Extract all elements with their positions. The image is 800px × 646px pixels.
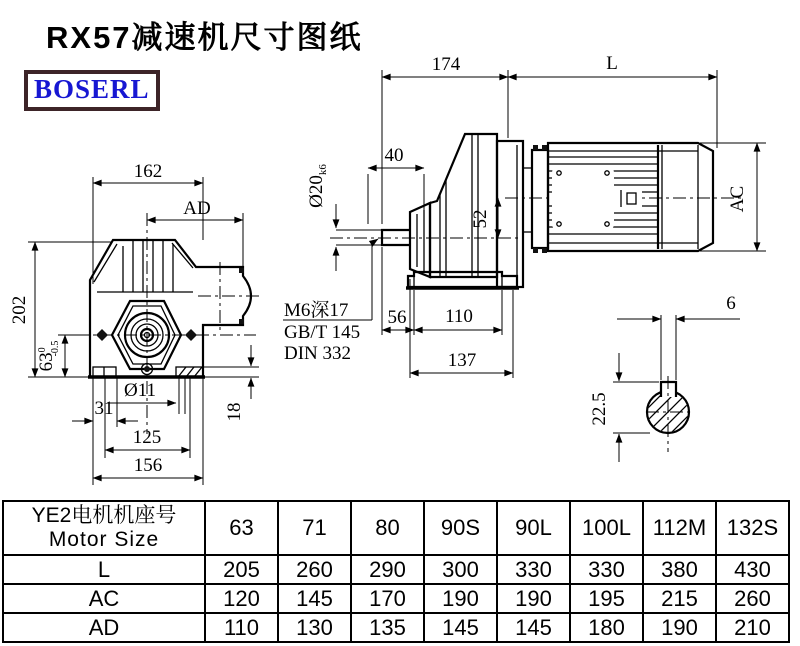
row-label-L: L (3, 555, 205, 584)
table-column-header-132S: 132S (716, 501, 789, 555)
side-bolt-left (96, 329, 108, 341)
table-cell: 195 (570, 584, 643, 613)
table-column-header-71: 71 (278, 501, 351, 555)
table-cell: 120 (205, 584, 278, 613)
dim-AD: AD (183, 198, 211, 219)
table-cell: 260 (716, 584, 789, 613)
dim-125: 125 (132, 427, 162, 448)
table-column-header-90S: 90S (424, 501, 497, 555)
dim-202: 202 (9, 295, 30, 325)
table-cell: 380 (643, 555, 716, 584)
row-label-AD: AD (3, 613, 205, 642)
table-column-header-80: 80 (351, 501, 424, 555)
motor-size-table-body (3, 501, 789, 642)
dim-dia11: Ø11 (123, 380, 157, 401)
table-column-header-100L: 100L (570, 501, 643, 555)
table-row-L (3, 555, 789, 584)
dim-22-5: 22.5 (589, 392, 610, 426)
dim-18: 18 (224, 402, 245, 422)
dim-L: L (606, 53, 618, 74)
table-cell: 260 (278, 555, 351, 584)
table-cell: 330 (497, 555, 570, 584)
dim-110: 110 (445, 306, 473, 327)
dim-137: 137 (447, 350, 477, 371)
note-din: DIN 332 (284, 343, 352, 364)
note-gbt: GB/T 145 (284, 322, 361, 343)
header-text-en: Motor Size (48, 528, 160, 551)
dim-shaft-dia: $Ø20_{k6}$ (306, 164, 329, 208)
table-cell: 170 (351, 584, 424, 613)
dim-6: 6 (726, 293, 736, 314)
dim-31: 31 (94, 398, 114, 419)
table-cell: 190 (424, 584, 497, 613)
row-label-AC: AC (3, 584, 205, 613)
dim-52: 52 (470, 209, 491, 229)
table-cell: 130 (278, 613, 351, 642)
dim-162: 162 (133, 161, 163, 182)
table-header-motor-size (3, 501, 205, 555)
dim-174: 174 (431, 54, 461, 75)
table-cell: 430 (716, 555, 789, 584)
motor-size-table (2, 500, 790, 643)
table-cell: 215 (643, 584, 716, 613)
side-bolt-right (185, 329, 197, 341)
table-cell: 180 (570, 613, 643, 642)
table-cell: 145 (424, 613, 497, 642)
table-cell: 205 (205, 555, 278, 584)
table-cell: 190 (497, 584, 570, 613)
table-cell: 110 (205, 613, 278, 642)
table-row-AC (3, 584, 789, 613)
table-row-AD (3, 613, 789, 642)
table-cell: 300 (424, 555, 497, 584)
table-cell: 145 (278, 584, 351, 613)
table-cell: 145 (497, 613, 570, 642)
table-header-row (3, 501, 789, 555)
table-cell: 330 (570, 555, 643, 584)
brand-logo: BOSERL (24, 70, 160, 111)
table-cell: 210 (716, 613, 789, 642)
dim-156: 156 (133, 455, 163, 476)
table-column-header-90L: 90L (497, 501, 570, 555)
table-column-header-112M: 112M (643, 501, 716, 555)
table-cell: 190 (643, 613, 716, 642)
shaft-section-view (589, 293, 740, 462)
front-view (9, 161, 262, 485)
note-m6: M6深17 (284, 300, 349, 321)
dim-AC: AC (727, 185, 748, 213)
side-view (283, 53, 766, 378)
header-text-cn: YE2电机机座号 (31, 504, 177, 527)
table-cell: 135 (351, 613, 424, 642)
dim-56: 56 (387, 307, 407, 328)
dim-63: $63^0$ -0.5 (36, 340, 61, 372)
dim-40: 40 (384, 145, 404, 166)
table-column-header-63: 63 (205, 501, 278, 555)
table-cell: 290 (351, 555, 424, 584)
page-title: RX57减速机尺寸图纸 (46, 20, 363, 55)
